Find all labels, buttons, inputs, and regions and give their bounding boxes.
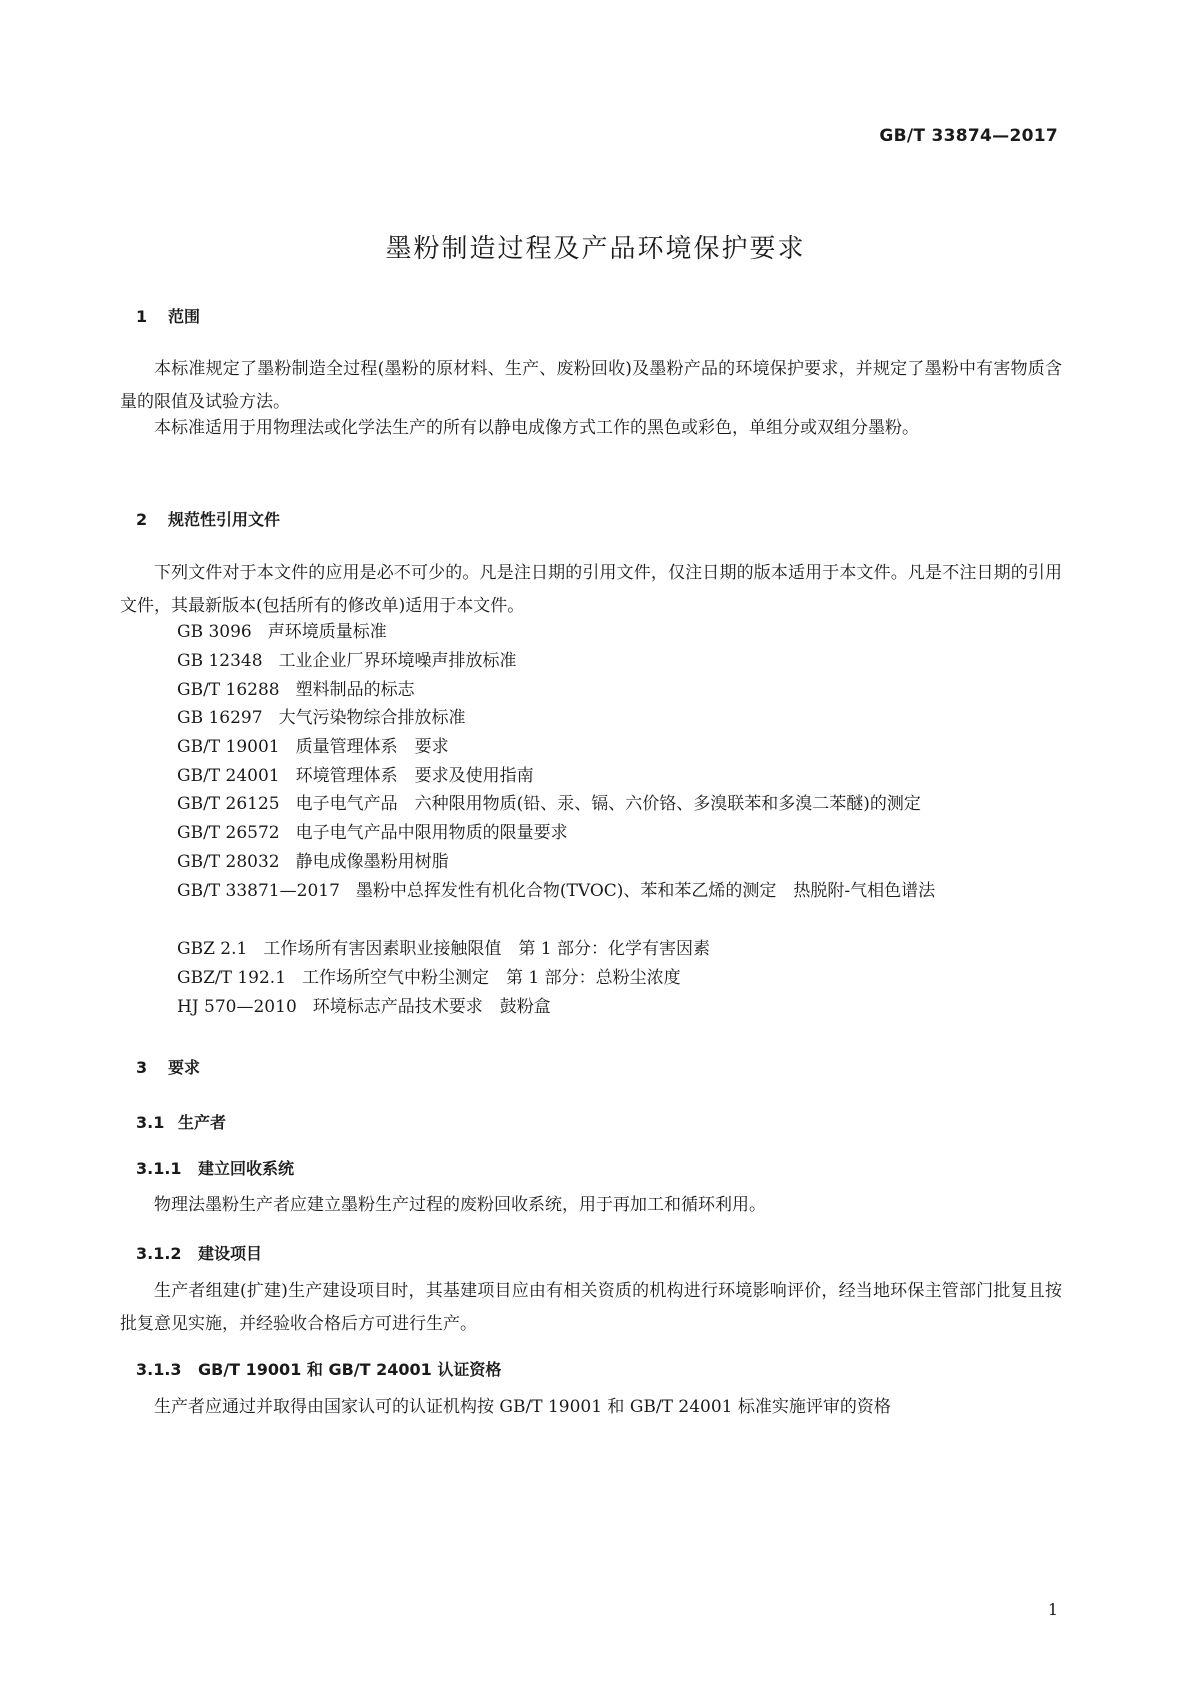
- reference-title: 工作场所空气中粉尘测定 第 1 部分：总粉尘浓度: [302, 968, 681, 988]
- clause-title: 建立回收系统: [198, 1159, 295, 1178]
- reference-title: 环境标志产品技术要求 鼓粉盒: [312, 997, 551, 1017]
- reference-code: GB 16297: [177, 708, 263, 728]
- reference-code: GB/T 28032: [177, 852, 280, 872]
- reference-code: GB/T 26125: [177, 794, 280, 814]
- clause-3-1-1-heading: [136, 1156, 294, 1179]
- reference-item: [177, 792, 921, 816]
- reference-code: GBZ/T 192.1: [177, 968, 287, 988]
- section-title: 规范性引用文件: [168, 510, 281, 529]
- reference-item: [177, 678, 415, 702]
- reference-item: [177, 821, 568, 845]
- clause-3-1-2-text: 生产者组建(扩建)生产建设项目时，其基建项目应由有相关资质的机构进行环境影响评价，经当地环保主管部门批复且按批复意见实施，并经验收合格后方可进行生产。: [120, 1281, 1062, 1334]
- reference-title: 静电成像墨粉用树脂: [295, 852, 449, 872]
- reference-title: 工业企业厂界环境噪声排放标准: [278, 651, 517, 671]
- clause-title: 建设项目: [198, 1244, 263, 1263]
- reference-item: [177, 706, 466, 730]
- section-title: 范围: [168, 307, 201, 326]
- reference-code: GBZ 2.1: [177, 939, 248, 959]
- reference-code: GB 12348: [177, 651, 263, 671]
- reference-item: [177, 966, 681, 990]
- reference-title: 电子电气产品中限用物质的限量要求: [295, 823, 568, 843]
- reference-item: [177, 620, 387, 644]
- section-2-heading: [136, 507, 280, 530]
- document-title: 墨粉制造过程及产品环境保护要求: [385, 234, 806, 264]
- clause-number: 3.1.2: [136, 1244, 182, 1263]
- reference-code: GB/T 24001: [177, 766, 280, 786]
- clause-number: 3.1.1: [136, 1159, 182, 1178]
- section-title: 要求: [168, 1058, 201, 1077]
- reference-code: GB 3096: [177, 622, 252, 642]
- section-number: 1: [136, 307, 148, 326]
- reference-title: 墨粉中总挥发性有机化合物(TVOC)、苯和苯乙烯的测定 热脱附-气相色谱法: [355, 881, 936, 901]
- reference-title: 质量管理体系 要求: [295, 737, 449, 757]
- clause-number: 3.1.3: [136, 1360, 182, 1379]
- reference-item: [120, 875, 1062, 908]
- subsection-3-1-heading: [136, 1110, 226, 1133]
- reference-title: 大气污染物综合排放标准: [278, 708, 466, 728]
- reference-code: GB/T 26572: [177, 823, 280, 843]
- scope-paragraph-1: 本标准规定了墨粉制造全过程(墨粉的原材料、生产、废粉回收)及墨粉产品的环境保护要求，并规定了墨粉中有害物质含量的限值及试验方法。: [120, 359, 1062, 412]
- clause-3-1-3-text: 生产者应通过并取得由国家认可的认证机构按 GB/T 19001 和 GB/T 24001 标准实施评审的资格: [154, 1397, 891, 1417]
- reference-title: 电子电气产品 六种限用物质(铅、汞、镉、六价铬、多溴联苯和多溴二苯醚)的测定: [295, 794, 921, 814]
- reference-title: 环境管理体系 要求及使用指南: [295, 766, 534, 786]
- reference-title: 工作场所有害因素职业接触限值 第 1 部分：化学有害因素: [263, 939, 710, 959]
- section-number: 3: [136, 1058, 148, 1077]
- standard-code: GB/T 33874—2017: [879, 126, 1058, 146]
- reference-title: 塑料制品的标志: [295, 680, 415, 700]
- reference-code: GB/T 19001: [177, 737, 280, 757]
- reference-code: GB/T 16288: [177, 680, 280, 700]
- clause-3-1-1-text: 物理法墨粉生产者应建立墨粉生产过程的废粉回收系统，用于再加工和循环利用。: [154, 1195, 766, 1215]
- section-3-heading: [136, 1055, 200, 1078]
- scope-paragraph-2: 本标准适用于用物理法或化学法生产的所有以静电成像方式工作的黑色或彩色，单组分或双组分墨粉。: [154, 418, 919, 438]
- reference-item: [177, 649, 517, 673]
- reference-code: HJ 570—2010: [177, 997, 297, 1017]
- clause-3-1-3-heading: [136, 1357, 501, 1380]
- reference-title: 声环境质量标准: [267, 622, 387, 642]
- reference-item: [177, 735, 449, 759]
- subsection-number: 3.1: [136, 1113, 165, 1132]
- subsection-title: 生产者: [178, 1113, 227, 1132]
- reference-item: [177, 995, 551, 1019]
- references-intro: 下列文件对于本文件的应用是必不可少的。凡是注日期的引用文件，仅注日期的版本适用于本文件。凡是不注日期的引用文件，其最新版本(包括所有的修改单)适用于本文件。: [120, 563, 1062, 616]
- reference-item: [177, 937, 710, 961]
- clause-title: GB/T 19001 和 GB/T 24001 认证资格: [198, 1360, 502, 1379]
- reference-code: GB/T 33871—2017: [177, 881, 340, 901]
- section-1-heading: [136, 304, 200, 327]
- clause-3-1-2-heading: [136, 1241, 262, 1264]
- page-number: 1: [1047, 1600, 1058, 1619]
- reference-item: [177, 764, 534, 788]
- section-number: 2: [136, 510, 148, 529]
- reference-item: [177, 850, 449, 874]
